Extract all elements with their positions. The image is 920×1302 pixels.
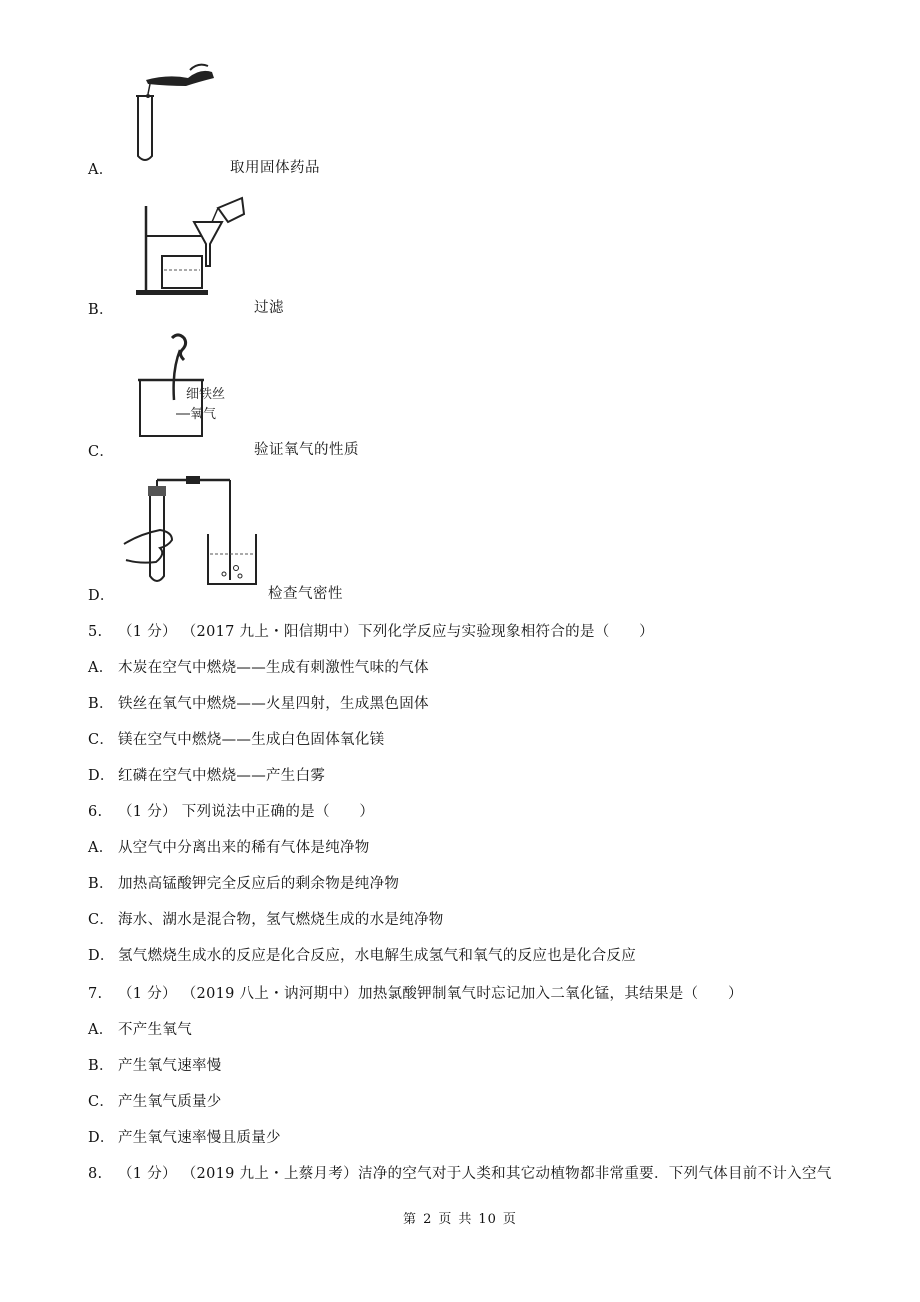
q5-option-b: B． 铁丝在氧气中燃烧——火星四射，生成黑色固体 — [88, 696, 429, 712]
q5-option-d: D． 红磷在空气中燃烧——产生白雾 — [88, 768, 326, 784]
current-page: 2 — [423, 1212, 433, 1227]
option-d-letter: D． — [88, 588, 115, 604]
q7-option-c: C． 产生氧气质量少 — [88, 1094, 222, 1110]
option-a-letter: A． — [88, 162, 114, 178]
q5-option-a: A． 木炭在空气中燃烧——生成有刺激性气味的气体 — [88, 660, 429, 676]
question-7-stem: 7. （1 分） （2019 八上・讷河期中）加热氯酸钾制氧气时忘记加入二氧化锰，其结果是（ ） — [88, 986, 743, 1002]
option-b-caption: 过滤 — [254, 300, 284, 316]
question-8-stem: 8. （1 分） （2019 九上・上蔡月考）洁净的空气对于人类和其它动植物都非常重要．下列气体目前不计入空气 — [88, 1166, 832, 1182]
iron-wire-combustion-icon — [132, 330, 252, 442]
test-tube-solid-icon — [128, 56, 224, 166]
q6-option-c: C． 海水、湖水是混合物，氢气燃烧生成的水是纯净物 — [88, 912, 444, 928]
option-a-caption: 取用固体药品 — [230, 160, 320, 176]
oxygen-label: 氧气 — [190, 407, 217, 422]
q7-option-b: B． 产生氧气速率慢 — [88, 1058, 222, 1074]
option-c-letter: C． — [88, 444, 115, 460]
airtightness-check-icon — [120, 474, 270, 594]
total-pages: 10 — [478, 1212, 497, 1227]
option-c-caption: 验证氧气的性质 — [254, 442, 359, 458]
page-footer: 第 2 页 共 10 页 — [403, 1212, 517, 1227]
q7-option-d: D． 产生氧气速率慢且质量少 — [88, 1130, 281, 1146]
filtration-apparatus-icon — [132, 186, 248, 298]
q5-option-c: C． 镁在空气中燃烧——生成白色固体氧化镁 — [88, 732, 385, 748]
q6-option-b: B． 加热高锰酸钾完全反应后的剩余物是纯净物 — [88, 876, 400, 892]
option-d-caption: 检查气密性 — [268, 586, 343, 602]
q7-option-a: A． 不产生氧气 — [88, 1022, 192, 1038]
q6-option-d: D． 氢气燃烧生成水的反应是化合反应，水电解生成氢气和氧气的反应也是化合反应 — [88, 948, 636, 964]
iron-wire-label: 细铁丝 — [186, 387, 226, 402]
question-6-stem: 6. （1 分） 下列说法中正确的是（ ） — [88, 804, 375, 820]
question-5-stem: 5. （1 分） （2017 九上・阳信期中）下列化学反应与实验现象相符合的是（ ） — [88, 624, 654, 640]
q6-option-a: A． 从空气中分离出来的稀有气体是纯净物 — [88, 840, 370, 856]
option-b-letter: B． — [88, 302, 114, 318]
